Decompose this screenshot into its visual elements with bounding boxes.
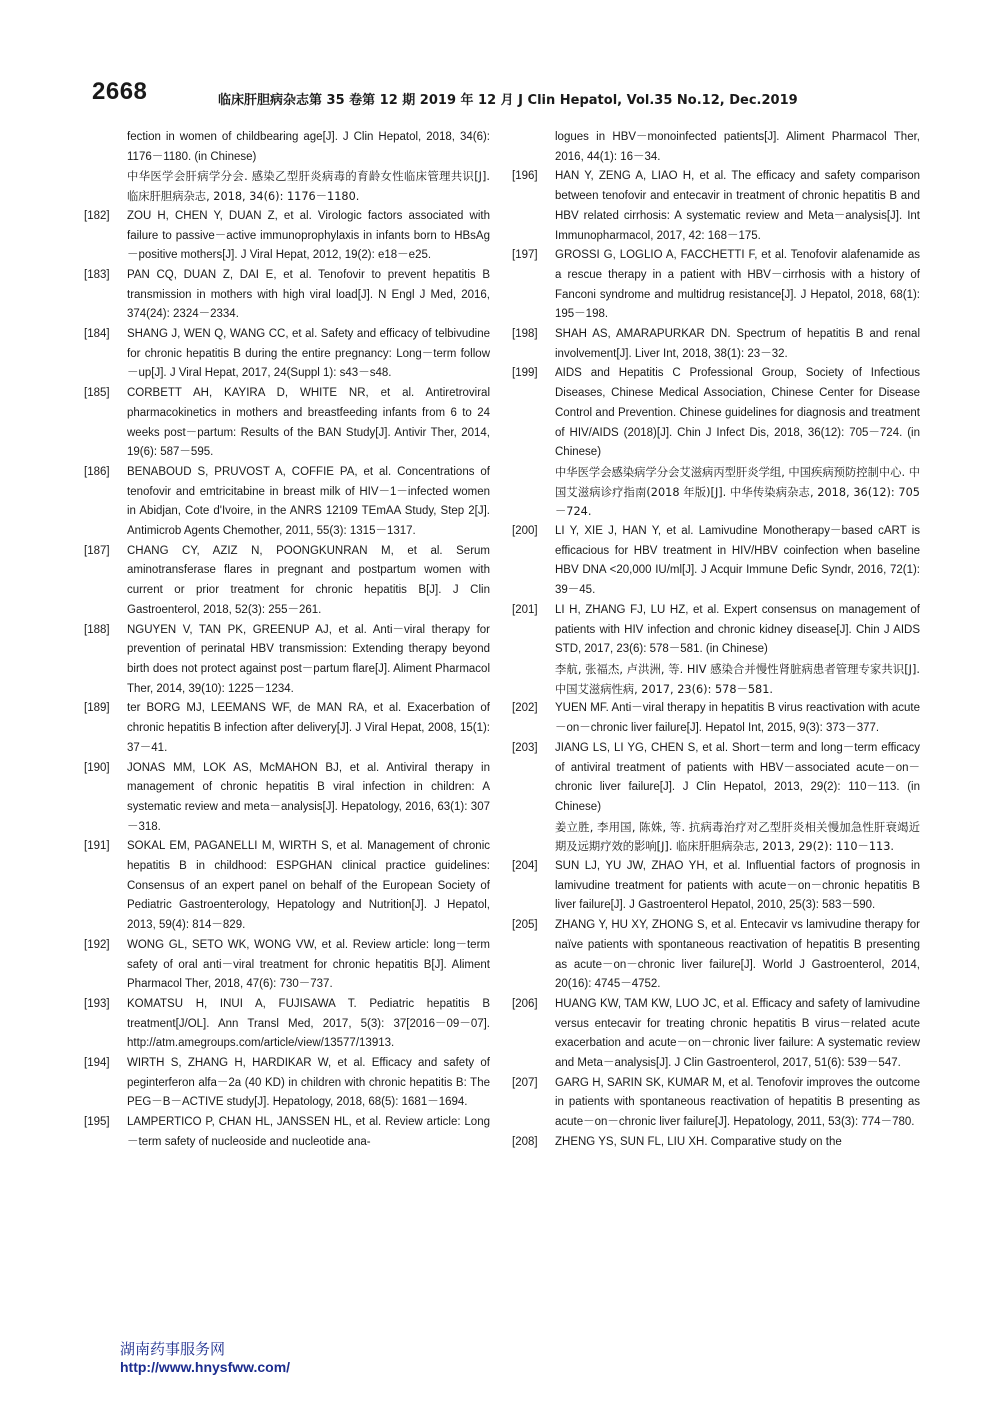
reference-text: WONG GL, SETO WK, WONG VW, et al. Review article: long－term safety of oral anti－viral treatment for chronic hepatitis B[J]. Aliment Pharmacol Ther, 2018, 47(6): 730－737.	[127, 938, 490, 991]
reference-item	[84, 384, 490, 463]
reference-continuation	[84, 128, 490, 207]
watermark-url[interactable]: http://www.hnysfww.com/	[120, 1359, 291, 1375]
reference-text: LI H, ZHANG FJ, LU HZ, et al. Expert consensus on management of patients with HIV infection and chronic kidney disease[J]. Chin J AIDS STD, 2017, 23(6): 578－581. (in Chinese)	[555, 603, 920, 656]
reference-number: [201]	[512, 603, 538, 616]
reference-text: SHAH AS, AMARAPURKAR DN. Spectrum of hepatitis B and renal involvement[J]. Liver Int, 2018, 38(1): 23－32.	[555, 328, 920, 360]
reference-number: [203]	[512, 741, 538, 754]
reference-text: CHANG CY, AZIZ N, POONGKUNRAN M, et al. Serum aminotransferase flares in pregnant and postpartum women with current or prior treatment for chronic hepatitis B[J]. J Clin Gastroenterol, 2018, 52(3): 255－261.	[127, 544, 490, 616]
reference-text: GARG H, SARIN SK, KUMAR M, et al. Tenofovir improves the outcome in patients with spontaneous reactivation of hepatitis B presenting as acute－on－chronic liver failure[J]. Hepatology, 2011, 53(3): 774－780.	[555, 1076, 920, 1129]
reference-chinese-text: 姜立胜, 李用国, 陈姝, 等. 抗病毒治疗对乙型肝炎相关慢加急性肝衰竭近期及远期疗效的影响[J]. 临床肝胆病杂志, 2013, 29(2): 110－113.	[555, 820, 920, 854]
reference-item	[512, 857, 920, 916]
reference-text: HUANG KW, TAM KW, LUO JC, et al. Efficacy and safety of lamivudine versus entecavir for treating chronic hepatitis B virus－related acute exacerbation and acute－on－chronic liver failure: A systematic review and Meta－analysis[J]. J Clin Gastroenterol, 2017, 51(6): 539－547.	[555, 997, 920, 1070]
reference-number: [188]	[84, 623, 110, 636]
reference-item	[512, 739, 920, 857]
reference-text: fection in women of childbearing age[J]. J Clin Hepatol, 2018, 34(6): 1176－1180. (in Chinese)	[127, 131, 490, 163]
reference-item	[84, 542, 490, 621]
reference-number: [182]	[84, 209, 110, 222]
reference-number: [202]	[512, 702, 538, 715]
reference-item	[84, 759, 490, 838]
reference-text: ZHANG Y, HU XY, ZHONG S, et al. Entecavir vs lamivudine therapy for naïve patients with spontaneous reactivation of hepatitis B presenting as acute－on－chronic liver failure[J]. World J Gastroenterol, 2014, 20(16): 4745－4752.	[555, 919, 920, 991]
reference-number: [192]	[84, 938, 110, 951]
reference-text: KOMATSU H, INUI A, FUJISAWA T. Pediatric hepatitis B treatment[J/OL]. Ann Transl Med, 2017, 5(3): 37[2016－09－07]. http://atm.amegroups.com/article/view/13577/13913.	[127, 997, 490, 1050]
watermark	[120, 1340, 290, 1376]
reference-text: PAN CQ, DUAN Z, DAI E, et al. Tenofovir to prevent hepatitis B transmission in mothers with high viral load[J]. N Engl J Med, 2016, 374(24): 2324－2334.	[127, 268, 490, 321]
left-column	[84, 128, 490, 1153]
reference-item	[84, 207, 490, 266]
reference-number: [186]	[84, 465, 110, 478]
reference-item	[512, 246, 920, 325]
reference-number: [204]	[512, 860, 538, 873]
reference-item	[512, 601, 920, 700]
reference-text: BENABOUD S, PRUVOST A, COFFIE PA, et al. Concentrations of tenofovir and emtricitabine in breast milk of HIV－1－infected women in Abidjan, Cote d'Ivoire, in the ANRS 12109 TEmAA Study, Step 2[J]. Antimicrob Agents Chemother, 2011, 55(3): 1315－1317.	[127, 465, 490, 538]
watermark-name: 湖南药事服务网	[120, 1340, 226, 1358]
reference-number: [196]	[512, 170, 538, 183]
running-head: 临床肝胆病杂志第 35 卷第 12 期 2019 年 12 月 J Clin Hepatol, Vol.35 No.12, Dec.2019	[218, 93, 798, 108]
reference-number: [190]	[84, 761, 110, 774]
reference-number: [198]	[512, 328, 538, 341]
reference-item	[84, 1113, 490, 1152]
reference-text: YUEN MF. Anti－viral therapy in hepatitis B virus reactivation with acute－on－chronic liver failure[J]. Hepatol Int, 2015, 9(3): 373－377.	[555, 702, 920, 735]
reference-item	[512, 995, 920, 1074]
reference-number: [185]	[84, 387, 110, 400]
reference-item	[84, 1054, 490, 1113]
reference-text: ZOU H, CHEN Y, DUAN Z, et al. Virologic factors associated with failure to passive－active immunoprophylaxis in infants born to HBsAg－positive mothers[J]. J Viral Hepat, 2012, 19(2): e18－e25.	[127, 209, 490, 262]
reference-text: JIANG LS, LI YG, CHEN S, et al. Short－term and long－term efficacy of antiviral treatment of patients with HBV－associated acute－on－chronic liver failure[J]. J Clin Hepatol, 2013, 29(2): 110－113. (in Chinese)	[555, 741, 920, 813]
reference-item	[512, 325, 920, 364]
reference-item	[512, 522, 920, 601]
reference-number: [187]	[84, 544, 110, 557]
reference-text: logues in HBV－monoinfected patients[J]. Aliment Pharmacol Ther, 2016, 44(1): 16－34.	[555, 131, 920, 163]
reference-number: [184]	[84, 328, 110, 341]
reference-chinese-text: 李航, 张福杰, 卢洪洲, 等. HIV 感染合并慢性肾脏病患者管理专家共识[J]. 中国艾滋病性病, 2017, 23(6): 578－581.	[555, 662, 920, 696]
reference-chinese-text: 中华医学会感染病学分会艾滋病丙型肝炎学组, 中国疾病预防控制中心. 中国艾滋病诊疗指南(2018 年版)[J]. 中华传染病杂志, 2018, 36(12): 705－724.	[555, 465, 920, 519]
reference-number: [207]	[512, 1076, 538, 1089]
reference-number: [206]	[512, 997, 538, 1010]
reference-number: [193]	[84, 997, 110, 1010]
reference-item	[84, 463, 490, 542]
reference-item	[512, 167, 920, 246]
reference-number: [205]	[512, 919, 538, 932]
reference-text: JONAS MM, LOK AS, McMAHON BJ, et al. Antiviral therapy in management of chronic hepatitis B viral infection in children: A systematic review and meta－analysis[J]. Hepatology, 2016, 63(1): 307－318.	[127, 761, 490, 833]
reference-number: [194]	[84, 1057, 110, 1070]
reference-item	[512, 1074, 920, 1133]
reference-item	[84, 936, 490, 995]
reference-item	[84, 266, 490, 325]
reference-item	[512, 699, 920, 738]
reference-text: WIRTH S, ZHANG H, HARDIKAR W, et al. Efficacy and safety of peginterferon alfa－2a (40 KD) in children with chronic hepatitis B: The PEG－B－ACTIVE study[J]. Hepatology, 2018, 68(5): 1681－1694.	[127, 1057, 490, 1109]
page-number: 2668	[92, 78, 148, 105]
reference-text: SUN LJ, YU JW, ZHAO YH, et al. Influential factors of prognosis in lamivudine treatment for patients with acute－on－chronic hepatitis B liver failure[J]. J Gastroenterol Hepatol, 2010, 25(3): 583－590.	[555, 860, 920, 912]
reference-item	[84, 995, 490, 1054]
reference-number: [197]	[512, 249, 538, 262]
reference-number: [200]	[512, 525, 538, 538]
reference-text: SOKAL EM, PAGANELLI M, WIRTH S, et al. Management of chronic hepatitis B in childhood: ESPGHAN clinical practice guidelines: Consensus of an expert panel on behalf of the European Society of Pediatric Gastroenterology, Hepatology and Nutrition[J]. J Hepatol, 2013, 59(4): 814－829.	[127, 840, 490, 932]
reference-text: CORBETT AH, KAYIRA D, WHITE NR, et al. Antiretroviral pharmacokinetics in mothers and breastfeeding infants from 6 to 24 weeks post－partum: Results of the BAN Study[J]. Antivir Ther, 2014, 19(6): 587－595.	[127, 387, 490, 459]
reference-item	[512, 916, 920, 995]
reference-item	[84, 621, 490, 700]
reference-item	[512, 364, 920, 522]
reference-item	[512, 1133, 920, 1153]
reference-item	[84, 699, 490, 758]
reference-item	[84, 837, 490, 936]
reference-text: SHANG J, WEN Q, WANG CC, et al. Safety and efficacy of telbivudine for chronic hepatitis B during the entire pregnancy: Long－term follow－up[J]. J Viral Hepat, 2017, 24(Suppl 1): s43－s48.	[127, 328, 490, 380]
reference-text: HAN Y, ZENG A, LIAO H, et al. The efficacy and safety comparison between tenofovir and entecavir in treatment of chronic hepatitis B and HBV related cirrhosis: A systematic review and Meta－analysis[J]. Int Immunopharmacol, 2017, 42: 168－175.	[555, 170, 920, 242]
reference-text: LAMPERTICO P, CHAN HL, JANSSEN HL, et al. Review article: Long－term safety of nucleoside and nucleotide ana-	[127, 1116, 490, 1148]
reference-text: LI Y, XIE J, HAN Y, et al. Lamivudine Monotherapy－based cART is efficacious for HBV treatment in HIV/HBV coinfection when baseline HBV DNA <20,000 IU/ml[J]. J Acquir Immune Defic Syndr, 2016, 72(1): 39－45.	[555, 525, 920, 597]
reference-number: [191]	[84, 840, 110, 853]
reference-number: [208]	[512, 1135, 538, 1148]
reference-text: AIDS and Hepatitis C Professional Group, Society of Infectious Diseases, Chinese Medical Association, Chinese Center for Disease Control and Prevention. Chinese guidelines for diagnosis and treatment of HIV/AIDS (2018)[J]. Chin J Infect Dis, 2018, 36(12): 705－724. (in Chinese)	[555, 367, 920, 459]
reference-text: ZHENG YS, SUN FL, LIU XH. Comparative study on the	[555, 1135, 842, 1148]
reference-item	[84, 325, 490, 384]
reference-number: [195]	[84, 1116, 110, 1129]
reference-chinese-text: 中华医学会肝病学分会. 感染乙型肝炎病毒的育龄女性临床管理共识[J]. 临床肝胆病杂志, 2018, 34(6): 1176－1180.	[127, 170, 490, 204]
reference-number: [199]	[512, 367, 538, 380]
reference-text: NGUYEN V, TAN PK, GREENUP AJ, et al. Anti－viral therapy for prevention of perinatal HBV transmission: Extending therapy beyond birth does not protect against post－partum flare[J]. Aliment Pharmacol Ther, 2014, 39(10): 1225－1234.	[127, 623, 490, 695]
right-column	[512, 128, 920, 1153]
reference-number: [183]	[84, 268, 110, 281]
reference-text: ter BORG MJ, LEEMANS WF, de MAN RA, et al. Exacerbation of chronic hepatitis B infection after delivery[J]. J Viral Hepat, 2008, 15(1): 37－41.	[127, 702, 490, 754]
reference-continuation	[512, 128, 920, 167]
reference-number: [189]	[84, 702, 110, 715]
reference-text: GROSSI G, LOGLIO A, FACCHETTI F, et al. Tenofovir alafenamide as a rescue therapy in a patient with HBV－cirrhosis with a history of Fanconi syndrome and multidrug resistance[J]. J Hepatol, 2018, 68(1): 195－198.	[555, 249, 920, 321]
